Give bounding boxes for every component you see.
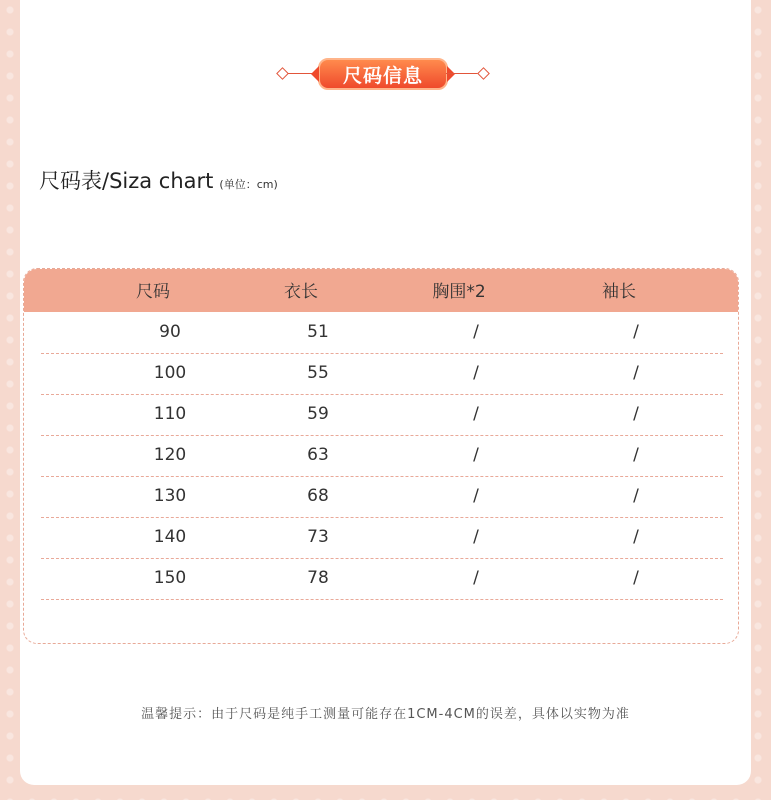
table-row: [41, 476, 723, 518]
cell-size: 90: [159, 322, 181, 342]
column-header-sleeve: 袖长: [602, 282, 636, 302]
section-badge: [278, 58, 488, 90]
section-title-badge: 尺码信息: [318, 58, 448, 90]
table-header: [24, 269, 738, 312]
table-row: [41, 353, 723, 395]
cell-size: 130: [153, 486, 187, 506]
cell-length: 55: [307, 363, 329, 383]
cell-chest: /: [473, 527, 479, 547]
unit-label: (单位：cm): [219, 178, 278, 191]
size-table: [23, 268, 739, 644]
ornament-line: [446, 73, 478, 74]
cell-length: 78: [307, 568, 329, 588]
cell-sleeve: /: [633, 486, 639, 506]
table-row: [41, 558, 723, 600]
cell-chest: /: [473, 322, 479, 342]
cell-length: 68: [307, 486, 329, 506]
column-header-length: 衣长: [284, 282, 318, 302]
column-header-chest: 胸围*2: [432, 282, 486, 302]
cell-length: 51: [307, 322, 329, 342]
cell-size: 120: [153, 445, 187, 465]
cell-sleeve: /: [633, 527, 639, 547]
cell-size: 110: [153, 404, 187, 424]
measurement-note: 温馨提示：由于尺码是纯手工测量可能存在1CM-4CM的误差，具体以实物为准: [141, 707, 630, 722]
table-row: [41, 517, 723, 559]
column-header-size: 尺码: [136, 282, 170, 302]
cell-chest: /: [473, 363, 479, 383]
table-row: [41, 394, 723, 436]
cell-size: 150: [153, 568, 187, 588]
cell-sleeve: /: [633, 404, 639, 424]
diamond-ornament-icon: [477, 67, 490, 80]
size-chart-title: [39, 165, 278, 195]
cell-size: 140: [153, 527, 187, 547]
table-row: [41, 435, 723, 477]
cell-size: 100: [153, 363, 187, 383]
cell-length: 73: [307, 527, 329, 547]
cell-length: 63: [307, 445, 329, 465]
table-row: [41, 312, 723, 354]
cell-sleeve: /: [633, 322, 639, 342]
cell-chest: /: [473, 568, 479, 588]
diamond-ornament-icon: [276, 67, 289, 80]
cell-sleeve: /: [633, 568, 639, 588]
cell-length: 59: [307, 404, 329, 424]
cell-sleeve: /: [633, 363, 639, 383]
cell-chest: /: [473, 404, 479, 424]
cell-chest: /: [473, 486, 479, 506]
size-chart-title-text: 尺码表/Siza chart: [39, 169, 214, 193]
cell-sleeve: /: [633, 445, 639, 465]
cell-chest: /: [473, 445, 479, 465]
